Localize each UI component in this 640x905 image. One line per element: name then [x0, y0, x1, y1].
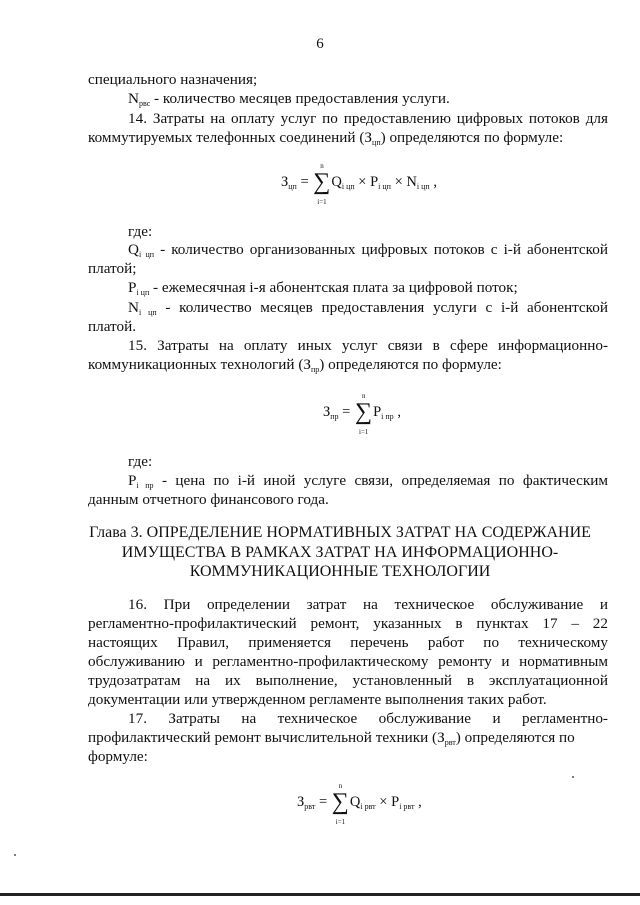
- scan-speck: [572, 776, 574, 778]
- scan-bottom-edge: [0, 893, 640, 896]
- definition-pcp: $P_{i цп}$ - ежемесячная i-я абонентская плата за цифровой поток;: [128, 279, 518, 297]
- text-line: данным отчетного финансового года.: [88, 491, 329, 508]
- scan-speck: [14, 854, 16, 856]
- paragraph-16-line: 16. При определении затрат на техническое обслуживание и: [128, 596, 608, 613]
- definition-qcp: $Q_{i цп}$ - количество организованных цифровых потоков с i-й абонентской: [128, 241, 608, 259]
- formula-zpr: $З_{пр}$ = ∑ n i=1 $P_{i пр}$ ,: [323, 392, 401, 436]
- where-label: где:: [128, 223, 153, 240]
- chapter-heading-line: ИМУЩЕСТВА В РАМКАХ ЗАТРАТ НА ИНФОРМАЦИОННО-: [121, 544, 559, 561]
- chapter-heading-line: КОММУНИКАЦИОННЫЕ ТЕХНОЛОГИИ: [189, 563, 491, 580]
- paragraph-16-line: регламентно-профилактический ремонт, указанных в пунктах 17 – 22: [88, 615, 608, 632]
- paragraph-16-line: обслуживанию и регламентно-профилактическому ремонту и нормативным: [88, 653, 608, 670]
- sum-symbol: ∑ n i=1: [331, 782, 349, 826]
- text-line: платой.: [88, 318, 137, 335]
- paragraph-16-line: настоящих Правил, применяется перечень работ по техническому: [88, 634, 608, 651]
- formula-zcp: $З_{цп}$ = ∑ n i=1 $Q_{i цп} \times P_{i цп} \times N_{i цп}$ ,: [281, 162, 437, 206]
- paragraph-17-line: формуле:: [88, 748, 148, 765]
- sum-symbol: ∑ n i=1: [313, 162, 331, 206]
- paragraph-14-line: 14. Затраты на оплату услуг по предоставлению цифровых потоков для: [128, 110, 608, 127]
- sum-symbol: ∑ n i=1: [354, 392, 373, 436]
- paragraph-14-line: коммутируемых телефонных соединений $(З_{цп})$ определяются по формуле:: [88, 129, 564, 147]
- paragraph-15-line: 15. Затраты на оплату иных услуг связи в сфере информационно-: [128, 337, 608, 354]
- text-line: специального назначения;: [88, 71, 258, 88]
- paragraph-15-line: коммуникационных технологий $(З_{пр})$ определяются по формуле:: [88, 356, 502, 374]
- paragraph-17-line: профилактический ремонт вычислительной техники $(З_{рвт})$ определяются по: [88, 729, 575, 747]
- definition-nrvs: $N_{рвс}$ - количество месяцев предоставления услуги.: [128, 90, 450, 108]
- paragraph-16-line: документации или утвержденном регламенте выполнения таких работ.: [88, 691, 547, 708]
- chapter-heading-line: Глава 3. ОПРЕДЕЛЕНИЕ НОРМАТИВНЫХ ЗАТРАТ НА СОДЕРЖАНИЕ: [89, 524, 591, 541]
- definition-ncp: $N_{i цп}$ - количество месяцев предоставления услуги с i-й абонентской: [128, 299, 608, 317]
- symbol: $N_{рвс}$: [128, 90, 151, 108]
- text-line: платой;: [88, 260, 137, 277]
- where-label: где:: [128, 453, 153, 470]
- page-number: 6: [316, 36, 324, 52]
- paragraph-16-line: трудозатратам на их выполнение, установленный в эксплуатационной: [88, 672, 608, 689]
- formula-zrvt: $З_{рвт}$ = ∑ n i=1 $Q_{i рвт} \times P_{i рвт}$ ,: [297, 782, 422, 826]
- definition-ppr: $P_{i пр}$ - цена по i-й иной услуге связи, определяемая по фактическим: [128, 472, 608, 490]
- paragraph-17-line: 17. Затраты на техническое обслуживание и регламентно-: [128, 710, 608, 727]
